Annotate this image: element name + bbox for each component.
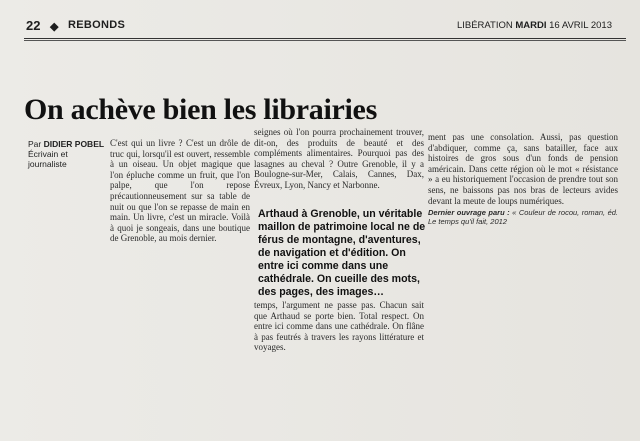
column-2-text-continued: temps, l'argument ne passe pas. Chacun sait que Arthaud se porte bien. Total respect. On entre ici comme dans une cathédrale. On flâne à pas feutrés à travers les rayons littérature et voyages. xyxy=(254,300,424,353)
column-1-text: C'est qui un livre ? C'est un drôle de truc qui, lorsqu'il est ouvert, ressemble à un oiseau. Un objet magique que l'on épluche comme un fruit, que l'on palpe, que l'on repose précautionneusement sur sa table de nuit ou que l'on se repasse de main en main. Un livre, c'est un miracle. Voilà à quoi je songeais, dans une boutique de Grenoble, au mois dernier. xyxy=(110,138,250,244)
column-3-text: ment pas une consolation. Aussi, pas question d'abdiquer, comme ça, sans batailler, face aux histoires de gros sous d'un fonds de pension américain. Dans cette région où le mot « résistance » a eu historiquement l'occasion de prendre tout son sens, ne baissons pas nos bras de lecteurs avides devant la meute de loups numériques. xyxy=(428,132,618,206)
article-headline: On achève bien les librairies xyxy=(24,93,377,126)
caption-text: « Couleur de rocou, roman, éd. Le temps qu'il fait, 2012 xyxy=(428,208,618,227)
page-header xyxy=(14,18,630,36)
byline-role: Écrivain et journaliste xyxy=(28,149,68,169)
masthead xyxy=(457,20,612,31)
masthead-day: MARDI xyxy=(515,20,547,31)
section-arrow-icon: ◆ xyxy=(50,21,59,33)
masthead-paper: LIBÉRATION xyxy=(456,20,513,31)
byline-author: DIDIER POBEL xyxy=(43,139,105,149)
author-caption xyxy=(428,208,618,226)
caption-label: Dernier ouvrage paru : xyxy=(428,208,510,218)
page-number: 22 xyxy=(26,18,41,33)
article-column-2 xyxy=(254,127,424,191)
byline xyxy=(28,139,108,169)
column-2-text: seignes où l'on pourra prochainement trouver, dit-on, des produits de beauté et des compléments alimentaires. Pourquoi pas des lasagnes au cheval ? Outre Grenoble, il y a Boulogne-sur-Mer, Calais, Cannes, Dax, Évreux, Lyon, Nancy et Narbonne. xyxy=(254,127,424,190)
byline-prefix: Par xyxy=(28,139,42,149)
article-column-1 xyxy=(110,138,250,244)
article-column-2-continued xyxy=(254,300,424,353)
pull-quote: Arthaud à Grenoble, un véritable maillon de patrimoine local ne de férus de montagne, d'aventures, de navigation et d'édition. On entre ici comme dans une cathédrale. On cueille des mots, des pages, des images… xyxy=(258,208,426,298)
header-rule-secondary xyxy=(24,40,626,41)
article-column-3 xyxy=(428,132,618,226)
masthead-date: 16 AVRIL 2013 xyxy=(549,20,612,31)
header-rule xyxy=(24,38,626,39)
section-label: REBONDS xyxy=(68,19,126,31)
